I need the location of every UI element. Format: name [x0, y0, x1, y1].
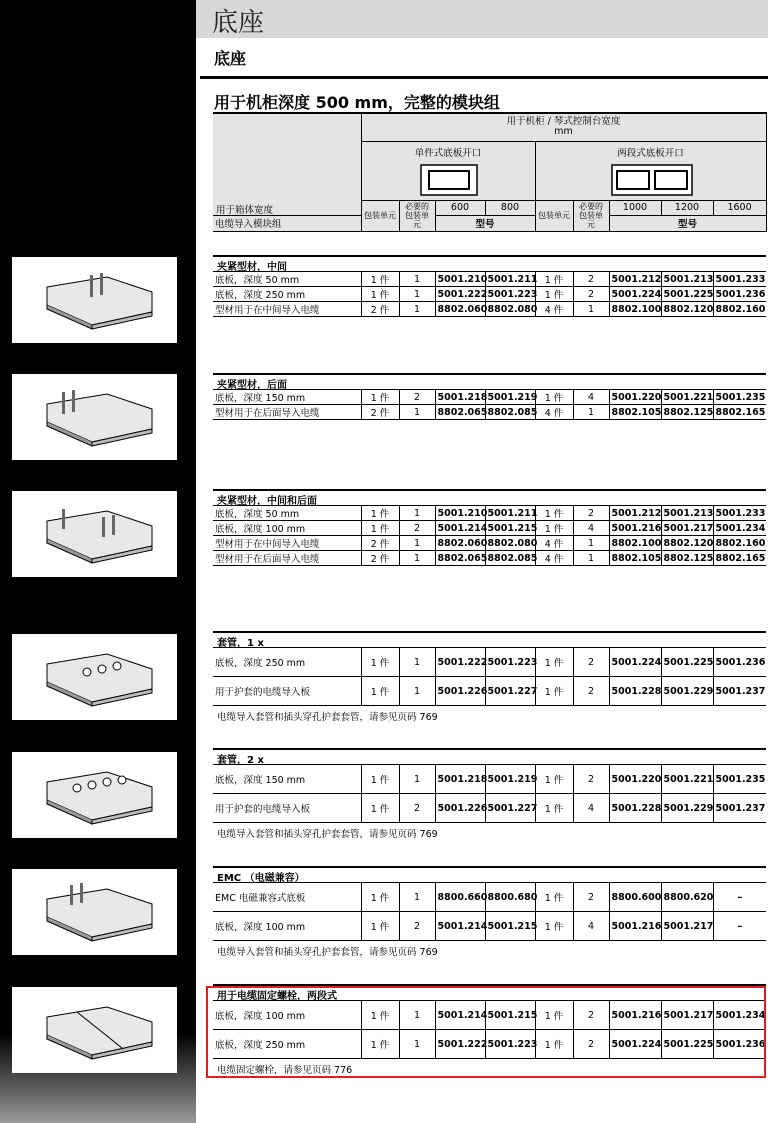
table-cell: 5001.212: [609, 272, 661, 287]
section-note: 电缆导入套管和插头穿孔护套套管，请参见页码 769: [217, 947, 438, 958]
table-cell: 5001.213: [661, 506, 713, 521]
table-cell: 5001.219: [485, 765, 535, 794]
table-cell: 5001.224: [609, 1030, 661, 1059]
table-cell: 1 件: [535, 794, 573, 823]
table-cell: 8802.125: [661, 551, 713, 566]
table-cell: 5001.218: [435, 390, 485, 405]
table-cell: 2: [399, 390, 435, 405]
table-cell: 底板，深度 250 mm: [213, 648, 361, 677]
table-cell: 2: [573, 272, 609, 287]
table-row: [213, 765, 766, 794]
table-cell: 8802.100: [609, 302, 661, 317]
table-cell: 1 件: [361, 912, 399, 941]
header-title: 底座: [212, 8, 265, 38]
table-cell: 1: [399, 506, 435, 521]
header-blank: [213, 113, 361, 215]
table-cell: 5001.225: [661, 1030, 713, 1059]
table-cell: 1 件: [535, 287, 573, 302]
table-cell: 5001.214: [435, 1001, 485, 1030]
table-cell: 5001.214: [435, 912, 485, 941]
table-cell: 1: [399, 883, 435, 912]
table-cell: 5001.237: [713, 794, 766, 823]
table-row: [213, 677, 766, 706]
table-cell: 5001.236: [713, 287, 766, 302]
table-cell: 8802.085: [485, 551, 535, 566]
table-cell: 1 件: [535, 677, 573, 706]
table-cell: 8802.085: [485, 405, 535, 420]
header-top: [361, 113, 766, 141]
table-cell: 5001.237: [713, 677, 766, 706]
table-cell: 8802.065: [435, 405, 485, 420]
table-cell: 5001.215: [485, 912, 535, 941]
section-title: 夹紧型材，中间: [217, 262, 287, 273]
table-cell: 8802.160: [713, 536, 766, 551]
table-cell: 2 件: [361, 551, 399, 566]
table-cell: 8802.100: [609, 536, 661, 551]
table-cell: 8802.060: [435, 302, 485, 317]
table-cell: 4 件: [535, 405, 573, 420]
table-cell: 1: [399, 765, 435, 794]
table-cell: 1 件: [535, 883, 573, 912]
table-cell: 1: [399, 405, 435, 420]
table-cell: 5001.234: [713, 521, 766, 536]
row-width-label: 用于箱体宽度: [216, 204, 274, 216]
table-cell: 5001.233: [713, 272, 766, 287]
table-row: [213, 912, 766, 941]
table-cell: 5001.222: [435, 1030, 485, 1059]
table-cell: 5001.227: [485, 794, 535, 823]
section-divider: [213, 255, 766, 257]
table-cell: 2: [573, 287, 609, 302]
table-cell: 1: [399, 551, 435, 566]
header-top-label: 用于机柜 / 琴式控制台宽度: [506, 116, 621, 128]
table-cell: 5001.217: [661, 1001, 713, 1030]
header-unit: mm: [554, 126, 573, 138]
page-header: [196, 0, 768, 38]
table-cell: 8802.080: [485, 302, 535, 317]
table-cell: 1: [573, 405, 609, 420]
table-cell: 1 件: [361, 648, 399, 677]
section-title: 夹紧型材，后面: [217, 380, 287, 391]
table-cell: 5001.225: [661, 287, 713, 302]
table-row: [213, 536, 766, 551]
single-opening-header: [361, 141, 535, 200]
section-title: 套管，2 x: [217, 755, 264, 766]
table-cell: 1 件: [361, 506, 399, 521]
product-image-clamp-both: [12, 491, 177, 577]
product-image-sleeve-2x: [12, 752, 177, 838]
section-table: [213, 271, 766, 317]
table-cell: 4: [573, 794, 609, 823]
table-cell: 1 件: [535, 390, 573, 405]
table-cell: 8800.600: [609, 883, 661, 912]
width-1000: 1000: [609, 200, 661, 215]
table-cell: 5001.217: [661, 521, 713, 536]
table-cell: 5001.215: [485, 1001, 535, 1030]
table-cell: 5001.216: [609, 521, 661, 536]
table-cell: 1 件: [361, 794, 399, 823]
table-cell: 底板，深度 150 mm: [213, 390, 361, 405]
table-cell: 5001.222: [435, 287, 485, 302]
table-cell: 1 件: [535, 1030, 573, 1059]
table-cell: 8802.080: [485, 536, 535, 551]
table-cell: 1 件: [535, 765, 573, 794]
table-cell: 5001.229: [661, 677, 713, 706]
table-cell: 5001.235: [713, 390, 766, 405]
table-cell: 8802.105: [609, 551, 661, 566]
table-cell: 1: [399, 648, 435, 677]
table-cell: 2: [573, 648, 609, 677]
table-cell: 5001.220: [609, 390, 661, 405]
table-cell: 1: [399, 302, 435, 317]
table-cell: 2: [399, 912, 435, 941]
table-cell: 1 件: [535, 1001, 573, 1030]
table-cell: 底板，深度 50 mm: [213, 506, 361, 521]
pack-unit-header: 包装单元: [361, 200, 399, 231]
table-row: [213, 883, 766, 912]
table-row: [213, 287, 766, 302]
table-row: [213, 551, 766, 566]
table-cell: 1 件: [535, 521, 573, 536]
table-cell: 5001.235: [713, 765, 766, 794]
section-divider: [213, 489, 766, 491]
table-row: [213, 302, 766, 317]
table-cell: 8802.125: [661, 405, 713, 420]
table-cell: 5001.219: [485, 390, 535, 405]
table-cell: –: [713, 883, 766, 912]
single-opening-label: 单件式底板开口: [414, 147, 482, 159]
table-cell: 5001.228: [609, 794, 661, 823]
table-cell: 8802.120: [661, 302, 713, 317]
table-cell: 底板，深度 100 mm: [213, 912, 361, 941]
table-cell: –: [713, 912, 766, 941]
table-cell: 5001.216: [609, 1001, 661, 1030]
table-cell: 5001.233: [713, 506, 766, 521]
table-cell: 2: [573, 1001, 609, 1030]
section-note: 电缆导入套管和插头穿孔护套套管，请参见页码 769: [217, 712, 438, 723]
product-image-clamp-back: [12, 374, 177, 460]
table-cell: 5001.210: [435, 506, 485, 521]
table-cell: 4: [573, 912, 609, 941]
section-title: 套管，1 x: [217, 638, 264, 649]
table-cell: 8802.165: [713, 551, 766, 566]
type-label-2: 型号: [609, 215, 766, 231]
section-table: [213, 882, 766, 941]
table-cell: 5001.222: [435, 648, 485, 677]
page-title: 用于机柜深度 500 mm，完整的模块组: [214, 93, 500, 112]
table-cell: 2 件: [361, 302, 399, 317]
table-cell: 5001.225: [661, 648, 713, 677]
table-cell: 型材用于在后面导入电缆: [213, 405, 361, 420]
table-cell: 8802.165: [713, 405, 766, 420]
table-row: [213, 506, 766, 521]
table-cell: 5001.211: [485, 506, 535, 521]
table-cell: 4: [573, 521, 609, 536]
table-cell: 1: [399, 1030, 435, 1059]
table-cell: 1 件: [361, 287, 399, 302]
table-cell: 1 件: [535, 506, 573, 521]
table-cell: 5001.224: [609, 287, 661, 302]
highlight-box: [206, 986, 766, 1078]
type-label: 型号: [435, 215, 535, 231]
width-1200: 1200: [661, 200, 713, 215]
table-cell: 1: [399, 1001, 435, 1030]
double-opening-header: [535, 141, 766, 200]
table-cell: 8802.120: [661, 536, 713, 551]
section-table: [213, 389, 766, 420]
table-cell: 2: [573, 883, 609, 912]
table-cell: 1: [573, 536, 609, 551]
product-image-cable-bolt: [12, 987, 177, 1073]
table-cell: 1 件: [361, 390, 399, 405]
table-cell: 5001.234: [713, 1001, 766, 1030]
table-cell: 1 件: [361, 677, 399, 706]
table-cell: 4: [573, 390, 609, 405]
table-cell: 8802.065: [435, 551, 485, 566]
table-cell: 型材用于在中间导入电缆: [213, 302, 361, 317]
product-image-sleeve-1x: [12, 634, 177, 720]
table-cell: 底板，深度 250 mm: [213, 1030, 361, 1059]
table-cell: 1 件: [535, 912, 573, 941]
table-cell: 5001.223: [485, 648, 535, 677]
table-cell: 1: [399, 677, 435, 706]
table-cell: 5001.224: [609, 648, 661, 677]
table-cell: EMC 电磁兼容式底板: [213, 883, 361, 912]
section-title: 用于电缆固定螺栓，两段式: [217, 991, 337, 1002]
table-cell: 5001.210: [435, 272, 485, 287]
table-cell: 5001.229: [661, 794, 713, 823]
table-cell: 5001.220: [609, 765, 661, 794]
table-cell: 8802.160: [713, 302, 766, 317]
table-cell: 5001.215: [485, 521, 535, 536]
table-cell: 底板，深度 50 mm: [213, 272, 361, 287]
product-image-clamp-middle: [12, 257, 177, 343]
row-module-label: 电缆导入模块组: [215, 219, 282, 230]
table-cell: 8800.620: [661, 883, 713, 912]
table-cell: 2: [573, 677, 609, 706]
table-cell: 5001.223: [485, 287, 535, 302]
divider: [200, 76, 768, 79]
table-cell: 1 件: [361, 521, 399, 536]
table-cell: 2: [399, 794, 435, 823]
section-table: [213, 647, 766, 706]
table-cell: 5001.213: [661, 272, 713, 287]
table-cell: 底板，深度 100 mm: [213, 1001, 361, 1030]
table-cell: 底板，深度 150 mm: [213, 765, 361, 794]
table-cell: 2: [573, 506, 609, 521]
table-cell: 1: [399, 272, 435, 287]
table-cell: 1: [573, 302, 609, 317]
section-table: [213, 505, 766, 566]
table-cell: 8802.060: [435, 536, 485, 551]
table-cell: 底板，深度 100 mm: [213, 521, 361, 536]
table-row: [213, 272, 766, 287]
table-cell: 底板，深度 250 mm: [213, 287, 361, 302]
table-cell: 5001.236: [713, 648, 766, 677]
page-subtitle: 底座: [214, 49, 247, 68]
table-cell: 1 件: [361, 883, 399, 912]
table-cell: 5001.236: [713, 1030, 766, 1059]
table-cell: 型材用于在中间导入电缆: [213, 536, 361, 551]
table-cell: 5001.223: [485, 1030, 535, 1059]
table-cell: 用于护套的电缆导入板: [213, 677, 361, 706]
table-cell: 1: [399, 536, 435, 551]
single-opening-icon: [413, 163, 483, 197]
table-cell: 4 件: [535, 536, 573, 551]
table-cell: 5001.227: [485, 677, 535, 706]
pack-unit-header-2: 包装单元: [535, 200, 573, 231]
table-cell: 1 件: [361, 272, 399, 287]
table-cell: 5001.211: [485, 272, 535, 287]
table-row: [213, 648, 766, 677]
spec-table-header: [213, 112, 767, 232]
section-divider: [213, 373, 766, 375]
table-cell: 5001.214: [435, 521, 485, 536]
table-cell: 1 件: [361, 765, 399, 794]
row-labels: [213, 204, 361, 231]
product-image-emc: [12, 869, 177, 955]
table-cell: 2 件: [361, 536, 399, 551]
table-cell: 1: [399, 287, 435, 302]
table-cell: 2 件: [361, 405, 399, 420]
table-cell: 5001.228: [609, 677, 661, 706]
table-cell: 5001.218: [435, 765, 485, 794]
section-divider: [213, 866, 766, 868]
section-title: 夹紧型材，中间和后面: [217, 496, 317, 507]
required-pack-header: 必要的包装单元: [399, 200, 435, 231]
table-cell: 8800.660: [435, 883, 485, 912]
table-cell: 5001.226: [435, 677, 485, 706]
table-cell: 1 件: [361, 1001, 399, 1030]
table-cell: 1 件: [535, 272, 573, 287]
table-cell: 5001.216: [609, 912, 661, 941]
table-cell: 用于护套的电缆导入板: [213, 794, 361, 823]
table-cell: 1: [573, 551, 609, 566]
section-title: EMC （电磁兼容）: [217, 873, 305, 884]
section-note: 电缆导入套管和插头穿孔护套套管，请参见页码 769: [217, 829, 438, 840]
double-opening-icon: [606, 163, 696, 197]
table-cell: 1 件: [535, 648, 573, 677]
table-cell: 8800.680: [485, 883, 535, 912]
table-cell: 2: [573, 1030, 609, 1059]
table-cell: 5001.217: [661, 912, 713, 941]
table-cell: 型材用于在后面导入电缆: [213, 551, 361, 566]
section-table: [213, 764, 766, 823]
table-cell: 4 件: [535, 302, 573, 317]
section-note: 电缆固定螺栓，请参见页码 776: [217, 1065, 353, 1076]
table-cell: 5001.226: [435, 794, 485, 823]
table-row: [213, 405, 766, 420]
table-row: [213, 794, 766, 823]
table-row: [213, 521, 766, 536]
table-cell: 2: [573, 765, 609, 794]
table-cell: 5001.221: [661, 390, 713, 405]
double-opening-label: 两段式底板开口: [617, 147, 684, 159]
section-divider: [213, 631, 766, 633]
table-row: [213, 390, 766, 405]
width-800: 800: [485, 200, 535, 215]
table-cell: 1 件: [361, 1030, 399, 1059]
table-cell: 5001.212: [609, 506, 661, 521]
section-divider: [213, 748, 766, 750]
table-cell: 2: [399, 521, 435, 536]
table-cell: 5001.221: [661, 765, 713, 794]
required-pack-header-2: 必要的包装单元: [573, 200, 609, 231]
width-600: 600: [435, 200, 485, 215]
width-1600: 1600: [713, 200, 766, 215]
table-cell: 4 件: [535, 551, 573, 566]
table-cell: 8802.105: [609, 405, 661, 420]
